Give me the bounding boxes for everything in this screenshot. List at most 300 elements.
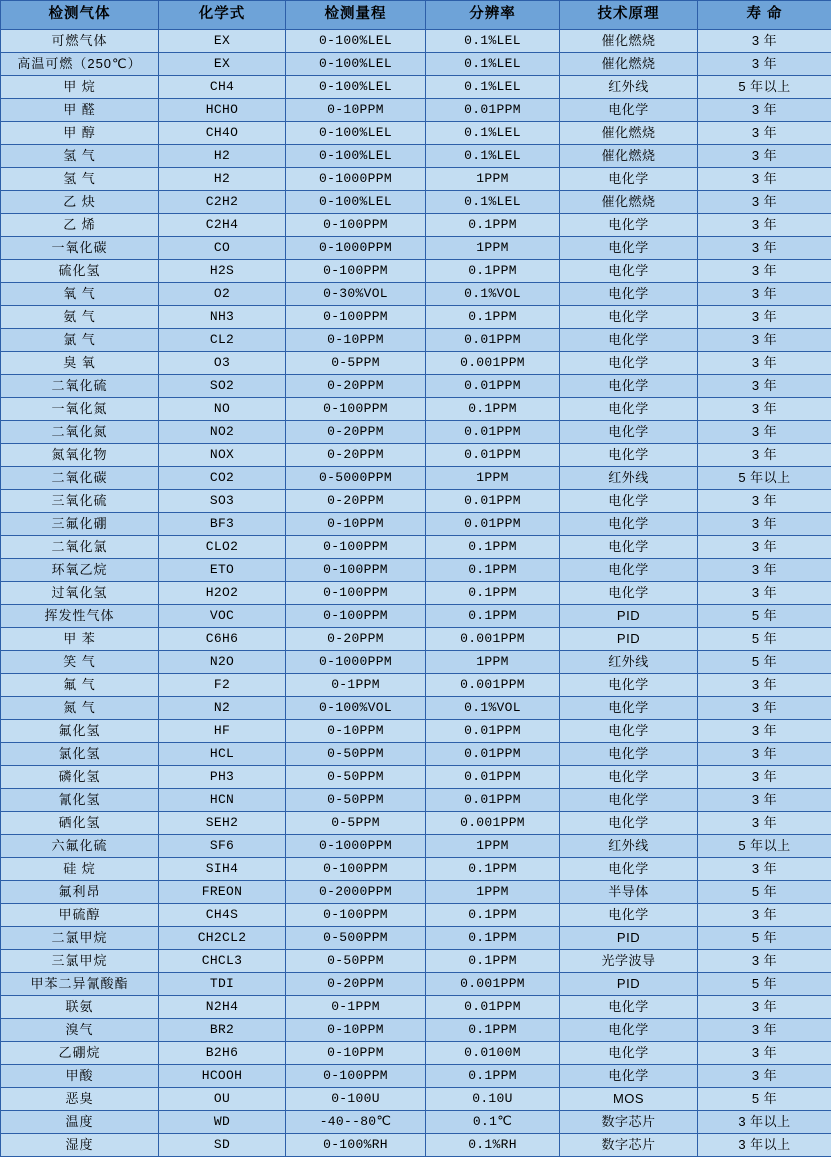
cell-resolution: 0.1PPM bbox=[426, 260, 560, 283]
cell-formula: HCOOH bbox=[159, 1065, 286, 1088]
cell-gas: 二氯甲烷 bbox=[1, 927, 159, 950]
cell-lifetime: 3 年 bbox=[698, 306, 831, 329]
cell-resolution: 0.1PPM bbox=[426, 605, 560, 628]
cell-formula: B2H6 bbox=[159, 1042, 286, 1065]
table-row bbox=[1, 283, 831, 306]
cell-gas: 氢 气 bbox=[1, 145, 159, 168]
cell-principle: 电化学 bbox=[560, 214, 698, 237]
cell-principle: 电化学 bbox=[560, 1019, 698, 1042]
cell-resolution: 0.1%LEL bbox=[426, 191, 560, 214]
table-row bbox=[1, 30, 831, 53]
cell-resolution: 0.001PPM bbox=[426, 812, 560, 835]
cell-resolution: 0.1%VOL bbox=[426, 697, 560, 720]
cell-resolution: 1PPM bbox=[426, 651, 560, 674]
cell-range: 0-100PPM bbox=[286, 904, 426, 927]
cell-principle: 电化学 bbox=[560, 329, 698, 352]
cell-principle: 电化学 bbox=[560, 789, 698, 812]
table-row bbox=[1, 1088, 831, 1111]
cell-principle: 红外线 bbox=[560, 76, 698, 99]
cell-principle: 电化学 bbox=[560, 743, 698, 766]
cell-principle: PID bbox=[560, 927, 698, 950]
cell-resolution: 1PPM bbox=[426, 881, 560, 904]
cell-gas: 二氧化氮 bbox=[1, 421, 159, 444]
cell-principle: 电化学 bbox=[560, 168, 698, 191]
cell-gas: 甲 烷 bbox=[1, 76, 159, 99]
cell-formula: CH2CL2 bbox=[159, 927, 286, 950]
cell-range: 0-10PPM bbox=[286, 720, 426, 743]
cell-range: 0-100%LEL bbox=[286, 122, 426, 145]
cell-range: 0-5000PPM bbox=[286, 467, 426, 490]
cell-formula: CLO2 bbox=[159, 536, 286, 559]
cell-resolution: 0.1PPM bbox=[426, 582, 560, 605]
cell-gas: 三氟化硼 bbox=[1, 513, 159, 536]
cell-range: 0-5PPM bbox=[286, 812, 426, 835]
cell-formula: EX bbox=[159, 30, 286, 53]
cell-range: 0-100PPM bbox=[286, 260, 426, 283]
table-row bbox=[1, 536, 831, 559]
cell-formula: CH4O bbox=[159, 122, 286, 145]
cell-gas: 甲 苯 bbox=[1, 628, 159, 651]
cell-resolution: 0.1PPM bbox=[426, 536, 560, 559]
cell-resolution: 0.1PPM bbox=[426, 214, 560, 237]
cell-gas: 氟 气 bbox=[1, 674, 159, 697]
cell-principle: 电化学 bbox=[560, 444, 698, 467]
cell-formula: VOC bbox=[159, 605, 286, 628]
cell-resolution: 0.01PPM bbox=[426, 421, 560, 444]
cell-lifetime: 3 年 bbox=[698, 812, 831, 835]
cell-range: 0-1000PPM bbox=[286, 835, 426, 858]
cell-range: 0-100PPM bbox=[286, 306, 426, 329]
cell-resolution: 0.1PPM bbox=[426, 858, 560, 881]
cell-resolution: 0.01PPM bbox=[426, 996, 560, 1019]
cell-principle: 催化燃烧 bbox=[560, 122, 698, 145]
cell-resolution: 0.1PPM bbox=[426, 904, 560, 927]
cell-gas: 氢 气 bbox=[1, 168, 159, 191]
cell-gas: 甲硫醇 bbox=[1, 904, 159, 927]
cell-lifetime: 5 年 bbox=[698, 628, 831, 651]
cell-resolution: 0.1%LEL bbox=[426, 76, 560, 99]
table-row bbox=[1, 76, 831, 99]
table-row bbox=[1, 628, 831, 651]
cell-resolution: 0.1PPM bbox=[426, 559, 560, 582]
cell-formula: OU bbox=[159, 1088, 286, 1111]
cell-formula: HCL bbox=[159, 743, 286, 766]
table-row bbox=[1, 329, 831, 352]
cell-resolution: 0.10U bbox=[426, 1088, 560, 1111]
column-header-lifetime: 寿 命 bbox=[698, 1, 831, 30]
cell-principle: 半导体 bbox=[560, 881, 698, 904]
cell-gas: 甲苯二异氰酸酯 bbox=[1, 973, 159, 996]
cell-principle: 电化学 bbox=[560, 1065, 698, 1088]
cell-formula: SO3 bbox=[159, 490, 286, 513]
table-row bbox=[1, 582, 831, 605]
cell-resolution: 0.1PPM bbox=[426, 398, 560, 421]
cell-range: 0-100PPM bbox=[286, 536, 426, 559]
table-row bbox=[1, 835, 831, 858]
cell-lifetime: 3 年 bbox=[698, 766, 831, 789]
cell-formula: N2 bbox=[159, 697, 286, 720]
cell-principle: 光学波导 bbox=[560, 950, 698, 973]
cell-lifetime: 3 年 bbox=[698, 329, 831, 352]
cell-gas: 氯 气 bbox=[1, 329, 159, 352]
cell-principle: 电化学 bbox=[560, 99, 698, 122]
cell-range: 0-100%LEL bbox=[286, 191, 426, 214]
cell-gas: 恶臭 bbox=[1, 1088, 159, 1111]
table-header bbox=[1, 1, 831, 30]
cell-principle: 催化燃烧 bbox=[560, 191, 698, 214]
cell-range: 0-100PPM bbox=[286, 858, 426, 881]
table-row bbox=[1, 237, 831, 260]
cell-formula: FREON bbox=[159, 881, 286, 904]
cell-gas: 湿度 bbox=[1, 1134, 159, 1157]
column-header-gas: 检测气体 bbox=[1, 1, 159, 30]
cell-resolution: 0.1%VOL bbox=[426, 283, 560, 306]
cell-lifetime: 3 年 bbox=[698, 1019, 831, 1042]
cell-resolution: 0.1PPM bbox=[426, 1019, 560, 1042]
cell-gas: 甲 醛 bbox=[1, 99, 159, 122]
cell-lifetime: 5 年以上 bbox=[698, 467, 831, 490]
column-header-resolution: 分辨率 bbox=[426, 1, 560, 30]
table-row bbox=[1, 766, 831, 789]
table-row bbox=[1, 490, 831, 513]
cell-gas: 氧 气 bbox=[1, 283, 159, 306]
cell-principle: 红外线 bbox=[560, 651, 698, 674]
table-row bbox=[1, 1042, 831, 1065]
cell-gas: 氟化氢 bbox=[1, 720, 159, 743]
cell-lifetime: 3 年 bbox=[698, 421, 831, 444]
table-row bbox=[1, 674, 831, 697]
cell-resolution: 0.1PPM bbox=[426, 306, 560, 329]
table-row bbox=[1, 444, 831, 467]
cell-principle: 电化学 bbox=[560, 513, 698, 536]
table-row bbox=[1, 214, 831, 237]
table-row bbox=[1, 858, 831, 881]
cell-gas: 乙 炔 bbox=[1, 191, 159, 214]
cell-lifetime: 3 年 bbox=[698, 260, 831, 283]
cell-principle: 电化学 bbox=[560, 904, 698, 927]
cell-range: 0-100U bbox=[286, 1088, 426, 1111]
cell-range: 0-1PPM bbox=[286, 996, 426, 1019]
cell-lifetime: 3 年 bbox=[698, 53, 831, 76]
cell-resolution: 0.1%LEL bbox=[426, 30, 560, 53]
cell-resolution: 0.1PPM bbox=[426, 950, 560, 973]
table-row bbox=[1, 743, 831, 766]
cell-range: 0-50PPM bbox=[286, 950, 426, 973]
cell-gas: 溴气 bbox=[1, 1019, 159, 1042]
cell-formula: SEH2 bbox=[159, 812, 286, 835]
cell-range: 0-1PPM bbox=[286, 674, 426, 697]
cell-principle: 电化学 bbox=[560, 421, 698, 444]
cell-resolution: 0.001PPM bbox=[426, 628, 560, 651]
cell-gas: 三氧化硫 bbox=[1, 490, 159, 513]
cell-lifetime: 3 年 bbox=[698, 398, 831, 421]
table-row bbox=[1, 697, 831, 720]
cell-principle: 催化燃烧 bbox=[560, 145, 698, 168]
cell-range: 0-10PPM bbox=[286, 329, 426, 352]
cell-resolution: 0.001PPM bbox=[426, 352, 560, 375]
cell-formula: NO bbox=[159, 398, 286, 421]
cell-resolution: 0.01PPM bbox=[426, 743, 560, 766]
cell-principle: 电化学 bbox=[560, 812, 698, 835]
cell-gas: 硅 烷 bbox=[1, 858, 159, 881]
cell-resolution: 0.01PPM bbox=[426, 329, 560, 352]
cell-formula: C2H2 bbox=[159, 191, 286, 214]
cell-principle: 红外线 bbox=[560, 467, 698, 490]
table-row bbox=[1, 467, 831, 490]
cell-range: 0-10PPM bbox=[286, 513, 426, 536]
cell-principle: 电化学 bbox=[560, 697, 698, 720]
table-row bbox=[1, 260, 831, 283]
cell-range: 0-1000PPM bbox=[286, 168, 426, 191]
cell-principle: MOS bbox=[560, 1088, 698, 1111]
cell-resolution: 0.01PPM bbox=[426, 444, 560, 467]
cell-range: 0-20PPM bbox=[286, 973, 426, 996]
cell-lifetime: 3 年 bbox=[698, 375, 831, 398]
cell-formula: C2H4 bbox=[159, 214, 286, 237]
cell-range: 0-2000PPM bbox=[286, 881, 426, 904]
cell-range: 0-100PPM bbox=[286, 559, 426, 582]
cell-range: 0-100%LEL bbox=[286, 53, 426, 76]
cell-gas: 磷化氢 bbox=[1, 766, 159, 789]
cell-lifetime: 3 年 bbox=[698, 559, 831, 582]
cell-formula: CO bbox=[159, 237, 286, 260]
cell-formula: O2 bbox=[159, 283, 286, 306]
cell-gas: 笑 气 bbox=[1, 651, 159, 674]
cell-principle: 电化学 bbox=[560, 283, 698, 306]
cell-lifetime: 3 年 bbox=[698, 352, 831, 375]
cell-resolution: 1PPM bbox=[426, 835, 560, 858]
cell-resolution: 1PPM bbox=[426, 237, 560, 260]
cell-lifetime: 5 年 bbox=[698, 881, 831, 904]
cell-lifetime: 3 年 bbox=[698, 697, 831, 720]
cell-principle: 数字芯片 bbox=[560, 1111, 698, 1134]
cell-lifetime: 3 年 bbox=[698, 720, 831, 743]
cell-lifetime: 3 年 bbox=[698, 789, 831, 812]
cell-range: 0-20PPM bbox=[286, 375, 426, 398]
table-header-row bbox=[1, 1, 831, 30]
column-header-principle: 技术原理 bbox=[560, 1, 698, 30]
cell-formula: SO2 bbox=[159, 375, 286, 398]
cell-formula: N2H4 bbox=[159, 996, 286, 1019]
cell-principle: 电化学 bbox=[560, 490, 698, 513]
cell-formula: NH3 bbox=[159, 306, 286, 329]
cell-lifetime: 5 年以上 bbox=[698, 835, 831, 858]
cell-principle: 数字芯片 bbox=[560, 1134, 698, 1157]
cell-resolution: 0.01PPM bbox=[426, 375, 560, 398]
cell-resolution: 0.01PPM bbox=[426, 490, 560, 513]
cell-range: 0-10PPM bbox=[286, 1042, 426, 1065]
cell-lifetime: 3 年 bbox=[698, 145, 831, 168]
cell-principle: 电化学 bbox=[560, 674, 698, 697]
cell-principle: 电化学 bbox=[560, 720, 698, 743]
cell-lifetime: 3 年 bbox=[698, 283, 831, 306]
cell-gas: 硫化氢 bbox=[1, 260, 159, 283]
cell-formula: O3 bbox=[159, 352, 286, 375]
cell-formula: EX bbox=[159, 53, 286, 76]
cell-lifetime: 5 年 bbox=[698, 1088, 831, 1111]
cell-range: 0-100PPM bbox=[286, 582, 426, 605]
cell-range: 0-1000PPM bbox=[286, 237, 426, 260]
cell-range: 0-50PPM bbox=[286, 789, 426, 812]
cell-principle: 红外线 bbox=[560, 835, 698, 858]
cell-gas: 高温可燃（250℃） bbox=[1, 53, 159, 76]
cell-formula: SF6 bbox=[159, 835, 286, 858]
table-row bbox=[1, 168, 831, 191]
cell-lifetime: 3 年 bbox=[698, 191, 831, 214]
cell-resolution: 0.01PPM bbox=[426, 720, 560, 743]
cell-gas: 挥发性气体 bbox=[1, 605, 159, 628]
cell-principle: 电化学 bbox=[560, 858, 698, 881]
cell-formula: HCHO bbox=[159, 99, 286, 122]
cell-gas: 氨 气 bbox=[1, 306, 159, 329]
table-row bbox=[1, 53, 831, 76]
cell-range: 0-10PPM bbox=[286, 99, 426, 122]
cell-lifetime: 3 年 bbox=[698, 858, 831, 881]
cell-resolution: 0.1PPM bbox=[426, 927, 560, 950]
cell-formula: H2 bbox=[159, 145, 286, 168]
cell-formula: PH3 bbox=[159, 766, 286, 789]
cell-lifetime: 3 年 bbox=[698, 237, 831, 260]
cell-resolution: 0.01PPM bbox=[426, 513, 560, 536]
table-row bbox=[1, 605, 831, 628]
cell-lifetime: 3 年 bbox=[698, 1065, 831, 1088]
cell-formula: NOX bbox=[159, 444, 286, 467]
cell-lifetime: 3 年 bbox=[698, 1042, 831, 1065]
cell-range: -40--80℃ bbox=[286, 1111, 426, 1134]
cell-principle: 电化学 bbox=[560, 559, 698, 582]
table-row bbox=[1, 145, 831, 168]
cell-formula: H2O2 bbox=[159, 582, 286, 605]
cell-range: 0-50PPM bbox=[286, 766, 426, 789]
cell-range: 0-20PPM bbox=[286, 444, 426, 467]
cell-range: 0-10PPM bbox=[286, 1019, 426, 1042]
cell-range: 0-100%LEL bbox=[286, 76, 426, 99]
cell-range: 0-5PPM bbox=[286, 352, 426, 375]
table-row bbox=[1, 306, 831, 329]
cell-formula: CL2 bbox=[159, 329, 286, 352]
cell-resolution: 1PPM bbox=[426, 467, 560, 490]
cell-formula: BF3 bbox=[159, 513, 286, 536]
column-header-range: 检测量程 bbox=[286, 1, 426, 30]
table-row bbox=[1, 398, 831, 421]
cell-lifetime: 3 年 bbox=[698, 214, 831, 237]
table-row bbox=[1, 1134, 831, 1157]
cell-gas: 氯化氢 bbox=[1, 743, 159, 766]
cell-gas: 二氧化硫 bbox=[1, 375, 159, 398]
cell-formula: CO2 bbox=[159, 467, 286, 490]
cell-principle: 电化学 bbox=[560, 1042, 698, 1065]
cell-formula: CH4S bbox=[159, 904, 286, 927]
cell-lifetime: 3 年 bbox=[698, 168, 831, 191]
cell-gas: 温度 bbox=[1, 1111, 159, 1134]
table-row bbox=[1, 950, 831, 973]
table-row bbox=[1, 559, 831, 582]
cell-range: 0-500PPM bbox=[286, 927, 426, 950]
cell-resolution: 0.1℃ bbox=[426, 1111, 560, 1134]
cell-formula: ETO bbox=[159, 559, 286, 582]
table-row bbox=[1, 352, 831, 375]
cell-formula: TDI bbox=[159, 973, 286, 996]
cell-principle: 电化学 bbox=[560, 582, 698, 605]
cell-principle: 电化学 bbox=[560, 306, 698, 329]
cell-lifetime: 3 年 bbox=[698, 490, 831, 513]
table-row bbox=[1, 904, 831, 927]
table-row bbox=[1, 375, 831, 398]
table-row bbox=[1, 1019, 831, 1042]
cell-lifetime: 3 年 bbox=[698, 582, 831, 605]
cell-range: 0-30%VOL bbox=[286, 283, 426, 306]
cell-lifetime: 5 年 bbox=[698, 927, 831, 950]
cell-resolution: 0.01PPM bbox=[426, 766, 560, 789]
cell-resolution: 0.1%RH bbox=[426, 1134, 560, 1157]
cell-lifetime: 3 年 bbox=[698, 513, 831, 536]
cell-gas: 可燃气体 bbox=[1, 30, 159, 53]
cell-formula: C6H6 bbox=[159, 628, 286, 651]
table-row bbox=[1, 99, 831, 122]
cell-principle: PID bbox=[560, 605, 698, 628]
cell-gas: 氮 气 bbox=[1, 697, 159, 720]
cell-principle: 电化学 bbox=[560, 375, 698, 398]
cell-formula: CHCL3 bbox=[159, 950, 286, 973]
cell-range: 0-20PPM bbox=[286, 490, 426, 513]
cell-lifetime: 5 年 bbox=[698, 651, 831, 674]
cell-range: 0-100PPM bbox=[286, 214, 426, 237]
cell-gas: 二氧化碳 bbox=[1, 467, 159, 490]
table-row bbox=[1, 720, 831, 743]
cell-gas: 甲 醇 bbox=[1, 122, 159, 145]
cell-lifetime: 3 年 bbox=[698, 904, 831, 927]
table-row bbox=[1, 789, 831, 812]
table-row bbox=[1, 1111, 831, 1134]
cell-gas: 氰化氢 bbox=[1, 789, 159, 812]
cell-resolution: 0.001PPM bbox=[426, 973, 560, 996]
cell-gas: 臭 氧 bbox=[1, 352, 159, 375]
cell-lifetime: 3 年 bbox=[698, 99, 831, 122]
cell-gas: 氟利昂 bbox=[1, 881, 159, 904]
cell-range: 0-100%VOL bbox=[286, 697, 426, 720]
cell-formula: HF bbox=[159, 720, 286, 743]
cell-lifetime: 3 年 bbox=[698, 743, 831, 766]
cell-principle: 电化学 bbox=[560, 260, 698, 283]
cell-resolution: 0.1%LEL bbox=[426, 122, 560, 145]
table-row bbox=[1, 513, 831, 536]
cell-formula: BR2 bbox=[159, 1019, 286, 1042]
cell-resolution: 0.01PPM bbox=[426, 99, 560, 122]
cell-resolution: 0.0100M bbox=[426, 1042, 560, 1065]
cell-range: 0-100PPM bbox=[286, 398, 426, 421]
table-row bbox=[1, 421, 831, 444]
cell-lifetime: 3 年 bbox=[698, 444, 831, 467]
cell-resolution: 0.001PPM bbox=[426, 674, 560, 697]
cell-formula: H2 bbox=[159, 168, 286, 191]
table-row bbox=[1, 1065, 831, 1088]
cell-lifetime: 3 年 bbox=[698, 30, 831, 53]
cell-lifetime: 3 年以上 bbox=[698, 1134, 831, 1157]
cell-principle: 催化燃烧 bbox=[560, 53, 698, 76]
cell-formula: SIH4 bbox=[159, 858, 286, 881]
cell-formula: F2 bbox=[159, 674, 286, 697]
cell-resolution: 1PPM bbox=[426, 168, 560, 191]
cell-gas: 六氟化硫 bbox=[1, 835, 159, 858]
table-row bbox=[1, 881, 831, 904]
column-header-formula: 化学式 bbox=[159, 1, 286, 30]
cell-principle: 电化学 bbox=[560, 766, 698, 789]
cell-principle: 催化燃烧 bbox=[560, 30, 698, 53]
cell-range: 0-20PPM bbox=[286, 421, 426, 444]
cell-gas: 一氧化碳 bbox=[1, 237, 159, 260]
cell-range: 0-100%LEL bbox=[286, 30, 426, 53]
cell-gas: 硒化氢 bbox=[1, 812, 159, 835]
